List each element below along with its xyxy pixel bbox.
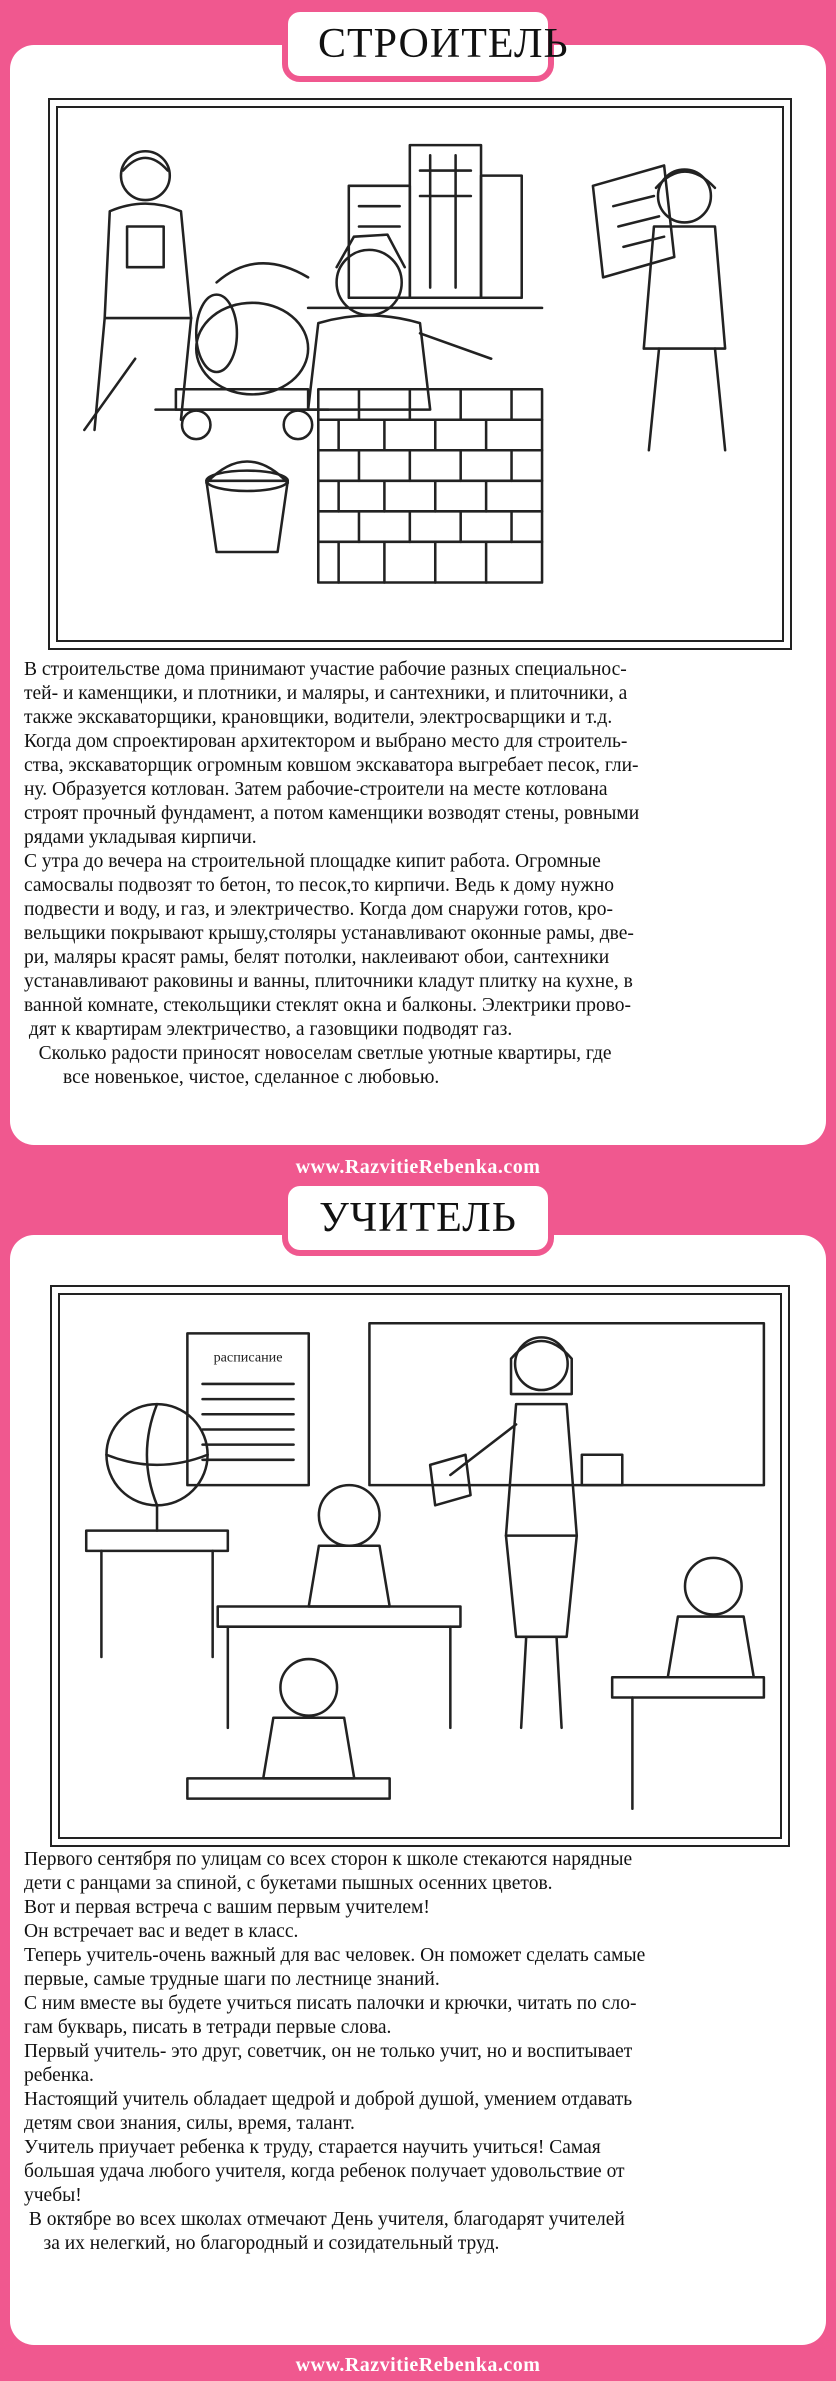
bucket-drawing bbox=[206, 461, 287, 552]
text-line: ства, экскаваторщик огромным ковшом экскаватора выгребает песок, гли- bbox=[24, 755, 639, 776]
site-link[interactable]: www.RazvitieRebenka.com bbox=[295, 2354, 541, 2376]
teacher-text bbox=[24, 1848, 810, 2256]
text-line: гам букварь, писать в тетради первые слова. bbox=[24, 2017, 392, 2038]
text-line: Теперь учитель-очень важный для вас человек. Он поможет сделать самые bbox=[24, 1945, 646, 1966]
builder-illustration bbox=[48, 98, 792, 650]
text-line: В строительстве дома принимают участие рабочие разных специальнос- bbox=[24, 659, 627, 680]
text-line: подвести и воду, и газ, и электричество. Когда дом снаружи готов, кро- bbox=[24, 899, 614, 920]
text-line: Вот и первая встреча с вашим первым учителем! bbox=[24, 1897, 430, 1918]
architect-drawing bbox=[593, 165, 725, 450]
text-line: ребенка. bbox=[24, 2065, 94, 2086]
bricklayer-drawing bbox=[308, 235, 491, 410]
text-line: также экскаваторщики, крановщики, водители, электросварщики и т.д. bbox=[24, 707, 613, 728]
text-line: большая удача любого учителя, когда ребенок получает удовольствие от bbox=[24, 2161, 625, 2182]
worker-with-shovel-drawing bbox=[84, 151, 191, 430]
builder-title: СТРОИТЕЛЬ bbox=[282, 6, 554, 82]
text-line: Он встречает вас и ведет в класс. bbox=[24, 1921, 299, 1942]
text-line: Настоящий учитель обладает щедрой и доброй душой, умением отдавать bbox=[24, 2089, 633, 2110]
text-line: Первый учитель- это друг, советчик, он не только учит, но и воспитывает bbox=[24, 2041, 633, 2062]
text-line: Сколько радости приносят новоселам светлые уютные квартиры, где bbox=[24, 1043, 612, 1064]
buildings-drawing bbox=[308, 145, 542, 308]
brick-wall-drawing bbox=[318, 389, 542, 582]
teacher-figure-drawing bbox=[430, 1337, 622, 1727]
text-line: все новенькое, чистое, сделанное с любовью. bbox=[24, 1067, 440, 1088]
text-line: В октябре во всех школах отмечают День учителя, благодарят учителей bbox=[24, 2209, 625, 2230]
text-line: самосвалы подвозят то бетон, то песок,то кирпичи. Ведь к дому нужно bbox=[24, 875, 615, 896]
text-line: тей- и каменщики, и плотники, и маляры, и сантехники, и плиточники, а bbox=[24, 683, 628, 704]
text-line: ванной комнате, стекольщики стеклят окна и балконы. Электрики прово- bbox=[24, 995, 632, 1016]
text-line: Учитель приучает ребенка к труду, старается научить учиться! Самая bbox=[24, 2137, 601, 2158]
text-line: первые, самые трудные шаги по лестнице знаний. bbox=[24, 1969, 440, 1990]
text-line: ри, маляры красят рамы, белят потолки, наклеивают обои, сантехники bbox=[24, 947, 610, 968]
text-line: детям свои знания, силы, время, талант. bbox=[24, 2113, 355, 2134]
student-drawing bbox=[263, 1485, 754, 1778]
desks-drawing bbox=[187, 1606, 764, 1808]
text-line: С ним вместе вы будете учиться писать палочки и крючки, читать по сло- bbox=[24, 1993, 637, 2014]
text-line: С утра до вечера на строительной площадке кипит работа. Огромные bbox=[24, 851, 601, 872]
builder-text bbox=[24, 658, 810, 1090]
globe-drawing bbox=[86, 1404, 228, 1657]
text-line: рядами укладывая кирпичи. bbox=[24, 827, 257, 848]
text-line: ну. Образуется котлован. Затем рабочие-строители на месте котлована bbox=[24, 779, 608, 800]
schedule-poster-drawing bbox=[187, 1333, 308, 1485]
teacher-title: УЧИТЕЛЬ bbox=[282, 1180, 554, 1256]
text-line: Когда дом спроектирован архитектором и выбрано место для строитель- bbox=[24, 731, 628, 752]
text-line: за их нелегкий, но благородный и созидательный труд. bbox=[24, 2233, 500, 2254]
text-line: строят прочный фундамент, а потом каменщики возводят стены, ровными bbox=[24, 803, 640, 824]
text-line: учебы! bbox=[24, 2185, 82, 2206]
schedule-label: расписание bbox=[213, 1349, 283, 1366]
text-line: устанавливают раковины и ванны, плиточники кладут плитку на кухне, в bbox=[24, 971, 633, 992]
text-line: дети с ранцами за спиной, с букетами пышных осенних цветов. bbox=[24, 1873, 553, 1894]
text-line: дят к квартирам электричество, а газовщики подводят газ. bbox=[24, 1019, 513, 1040]
site-link[interactable]: www.RazvitieRebenka.com bbox=[295, 1156, 541, 1178]
text-line: вельщики покрывают крышу,столяры устанавливают оконные рамы, две- bbox=[24, 923, 634, 944]
text-line: Первого сентября по улицам со всех сторон к школе стекаются нарядные bbox=[24, 1849, 633, 1870]
teacher-illustration bbox=[50, 1285, 790, 1847]
